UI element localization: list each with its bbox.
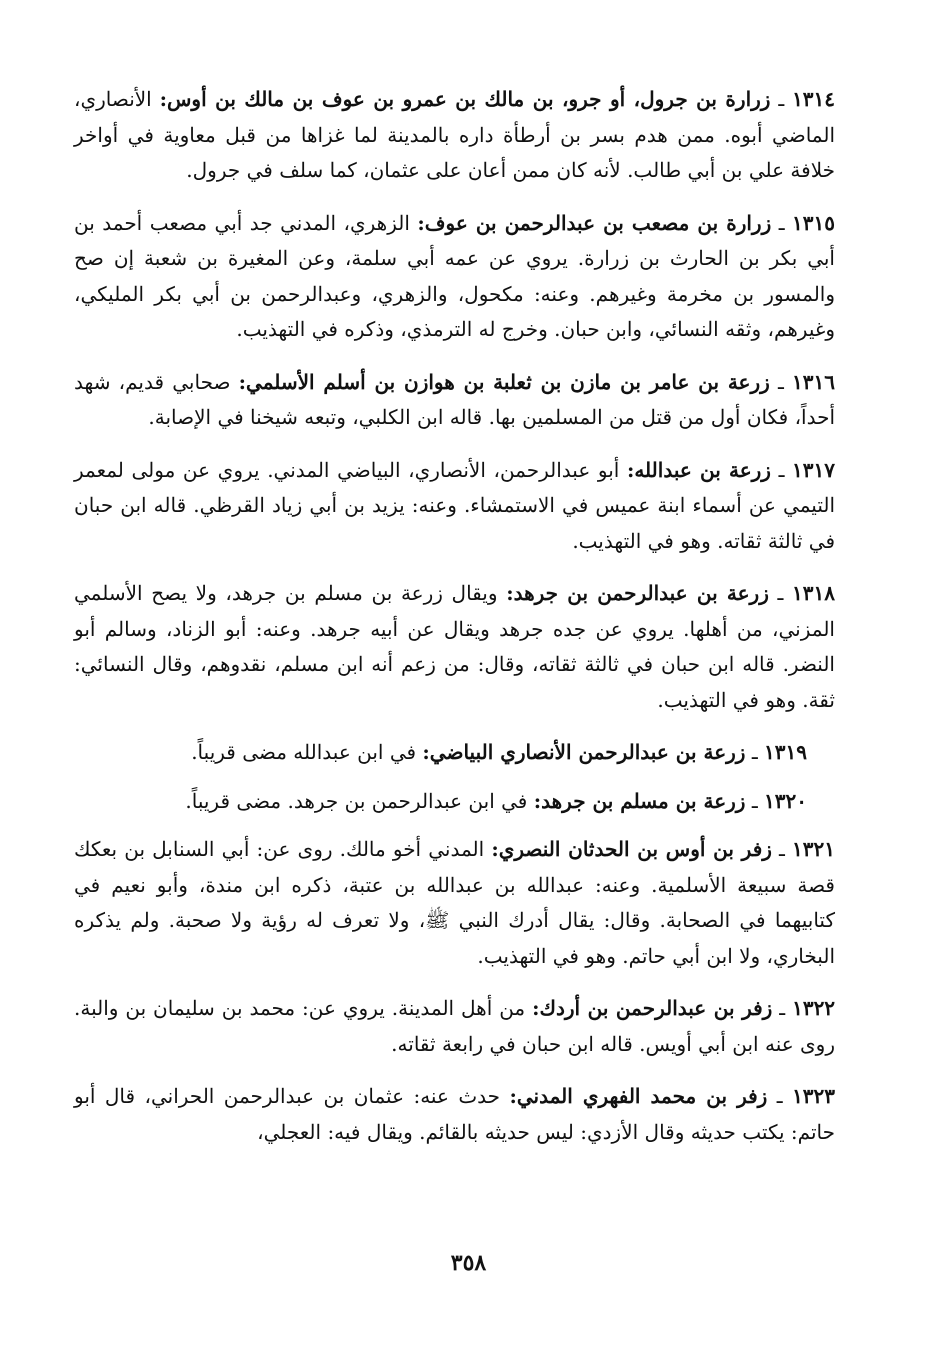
entry-name: زرعة بن عبدالله: — [626, 457, 771, 482]
entry-1320 — [74, 784, 835, 820]
entry-number: ١٣٢١ — [792, 837, 835, 861]
entry-dash: ـ — [778, 210, 785, 235]
entry-dash: ـ — [777, 581, 784, 605]
entry-text: الأنصاري، الماضي أبوه. ممن هدم بسر بن أرطأة داره بالمدينة لما غزاها من قبل معاوية في أواخر خلافة علي بن أبي طالب. لأنه كان ممن أعان على عثمان، كما سلف في جرول. — [74, 87, 836, 182]
entry-number: ١٣١٧ — [792, 457, 836, 482]
entry-name: زرعة بن عامر بن مازن بن ثعلبة بن هوازن بن أسلم الأسلمي: — [238, 369, 770, 394]
entry-number: ١٣١٤ — [792, 87, 836, 111]
entry-name: زرارة بن مصعب بن عبدالرحمن بن عوف: — [417, 210, 772, 235]
entry-1315 — [74, 206, 835, 348]
entry-dash: ـ — [779, 837, 785, 861]
entry-dash: ـ — [751, 740, 758, 764]
entry-1321 — [74, 832, 835, 974]
entry-name: زرعة بن عبدالرحمن بن جرهد: — [506, 581, 769, 605]
entry-text: الزهري، المدني جد أبي مصعب أحمد بن أبي بكر بن الحارث بن زرارة. يروي عن عمه أبي سلمة، وعن المغيرة بن شعبة إن صح والمسور بن مخرمة وغيرهم. وعنه: مكحول، والزهري، وعبدالرحمن بن أبي بكر المليكي، وغيرهم، وثقه النسائي، وابن حبان. وخرج له الترمذي، وذكره في التهذيب. — [74, 210, 835, 341]
entry-text: من أهل المدينة. يروي عن: محمد بن سليمان بن والبة. روى عنه ابن أبي أويس. قاله ابن حبان في رابعة ثقاته. — [74, 996, 835, 1056]
entry-dash: ـ — [751, 788, 758, 813]
entry-number: ١٣١٩ — [764, 740, 807, 764]
entry-text: أبو عبدالرحمن، الأنصاري، البياضي المدني. يروي عن مولى لمعمر التيمي عن أسماء ابنة عميس في الاستمشاء. وعنه: يزيد بن أبي زياد القرظي. قاله ابن حبان في ثالثة ثقاته. وهو في التهذيب. — [74, 457, 836, 553]
entry-text: صحابي قديم، شهد أحداً، فكان أول من قتل من المسلمين بها. قاله ابن الكلبي، وتبعه شيخنا في الإصابة. — [74, 369, 835, 429]
entry-number: ١٣٢٠ — [764, 788, 807, 813]
entry-dash: ـ — [778, 457, 785, 482]
entry-1316 — [74, 365, 835, 436]
entry-name: زفر بن أوس بن الحدثان النصري: — [491, 837, 772, 861]
entry-number: ١٣٢٣ — [792, 1084, 836, 1108]
entry-name: زفر بن محمد الفهري المدني: — [509, 1084, 768, 1108]
entry-text: المدني أخو مالك. روى عن: أبي السنابل بن بعكك قصة سبيعة الأسلمية. وعنه: عبدالله بن عبدالله بن عتبة، ذكره ابن مندة، وأبو نعيم في كتابيهما في الصحابة. وقال: يقال أدرك النبي ﷺ، ولا تعرف له رؤية ولا صحبة. ولم يذكره البخاري، ولا ابن أبي حاتم. وهو في التهذيب. — [74, 837, 835, 968]
entry-1318 — [74, 576, 835, 718]
entry-number: ١٣١٦ — [792, 369, 835, 394]
entry-text: حدث عنه: عثمان بن عبدالرحمن الحراني، قال أبو حاتم: يكتب حديثه وقال الأزدي: ليس حديثه بالقائم. ويقال فيه: العجلي، — [74, 1084, 835, 1144]
entry-1322 — [74, 991, 835, 1062]
page-number: ٣٥٨ — [450, 1250, 487, 1276]
entry-text: في ابن عبدالرحمن بن جرهد. مضى قريباً. — [185, 788, 528, 813]
entry-1319 — [74, 735, 835, 771]
entry-name: زرعة بن عبدالرحمن الأنصاري البياضي: — [422, 740, 746, 764]
entry-text: ويقال زرعة بن مسلم بن جرهد، ولا يصح الأسلمي المزني، من أهلها. يروي عن جده جرهد ويقال عن أبيه جرهد. وعنه: أبو الزناد، وسالم أبو النضر. قاله ابن حبان في ثالثة ثقاته، وقال: من زعم أنه ابن مسلم، نقدوهم، وقال النسائي: ثقة. وهو في التهذيب. — [74, 581, 835, 712]
entry-name: زفر بن عبدالرحمن بن أردك: — [532, 996, 773, 1020]
entry-dash: ـ — [778, 87, 785, 111]
entry-name: زرارة بن جرول، أو جرو، بن مالك بن عمرو بن عوف بن مالك بن أوس: — [159, 87, 771, 111]
entry-name: زرعة بن مسلم بن جرهد: — [533, 788, 746, 813]
entry-number: ١٣١٥ — [792, 210, 835, 235]
entry-1323 — [74, 1079, 835, 1150]
entry-1317 — [74, 453, 835, 560]
entry-text: في ابن عبدالله مضى قريباً. — [191, 740, 417, 764]
entry-dash: ـ — [779, 996, 786, 1020]
entry-1314 — [74, 82, 835, 189]
entry-number: ١٣١٨ — [792, 581, 836, 605]
entry-dash: ـ — [776, 1084, 783, 1108]
entry-dash: ـ — [777, 369, 784, 394]
entry-number: ١٣٢٢ — [792, 996, 836, 1020]
